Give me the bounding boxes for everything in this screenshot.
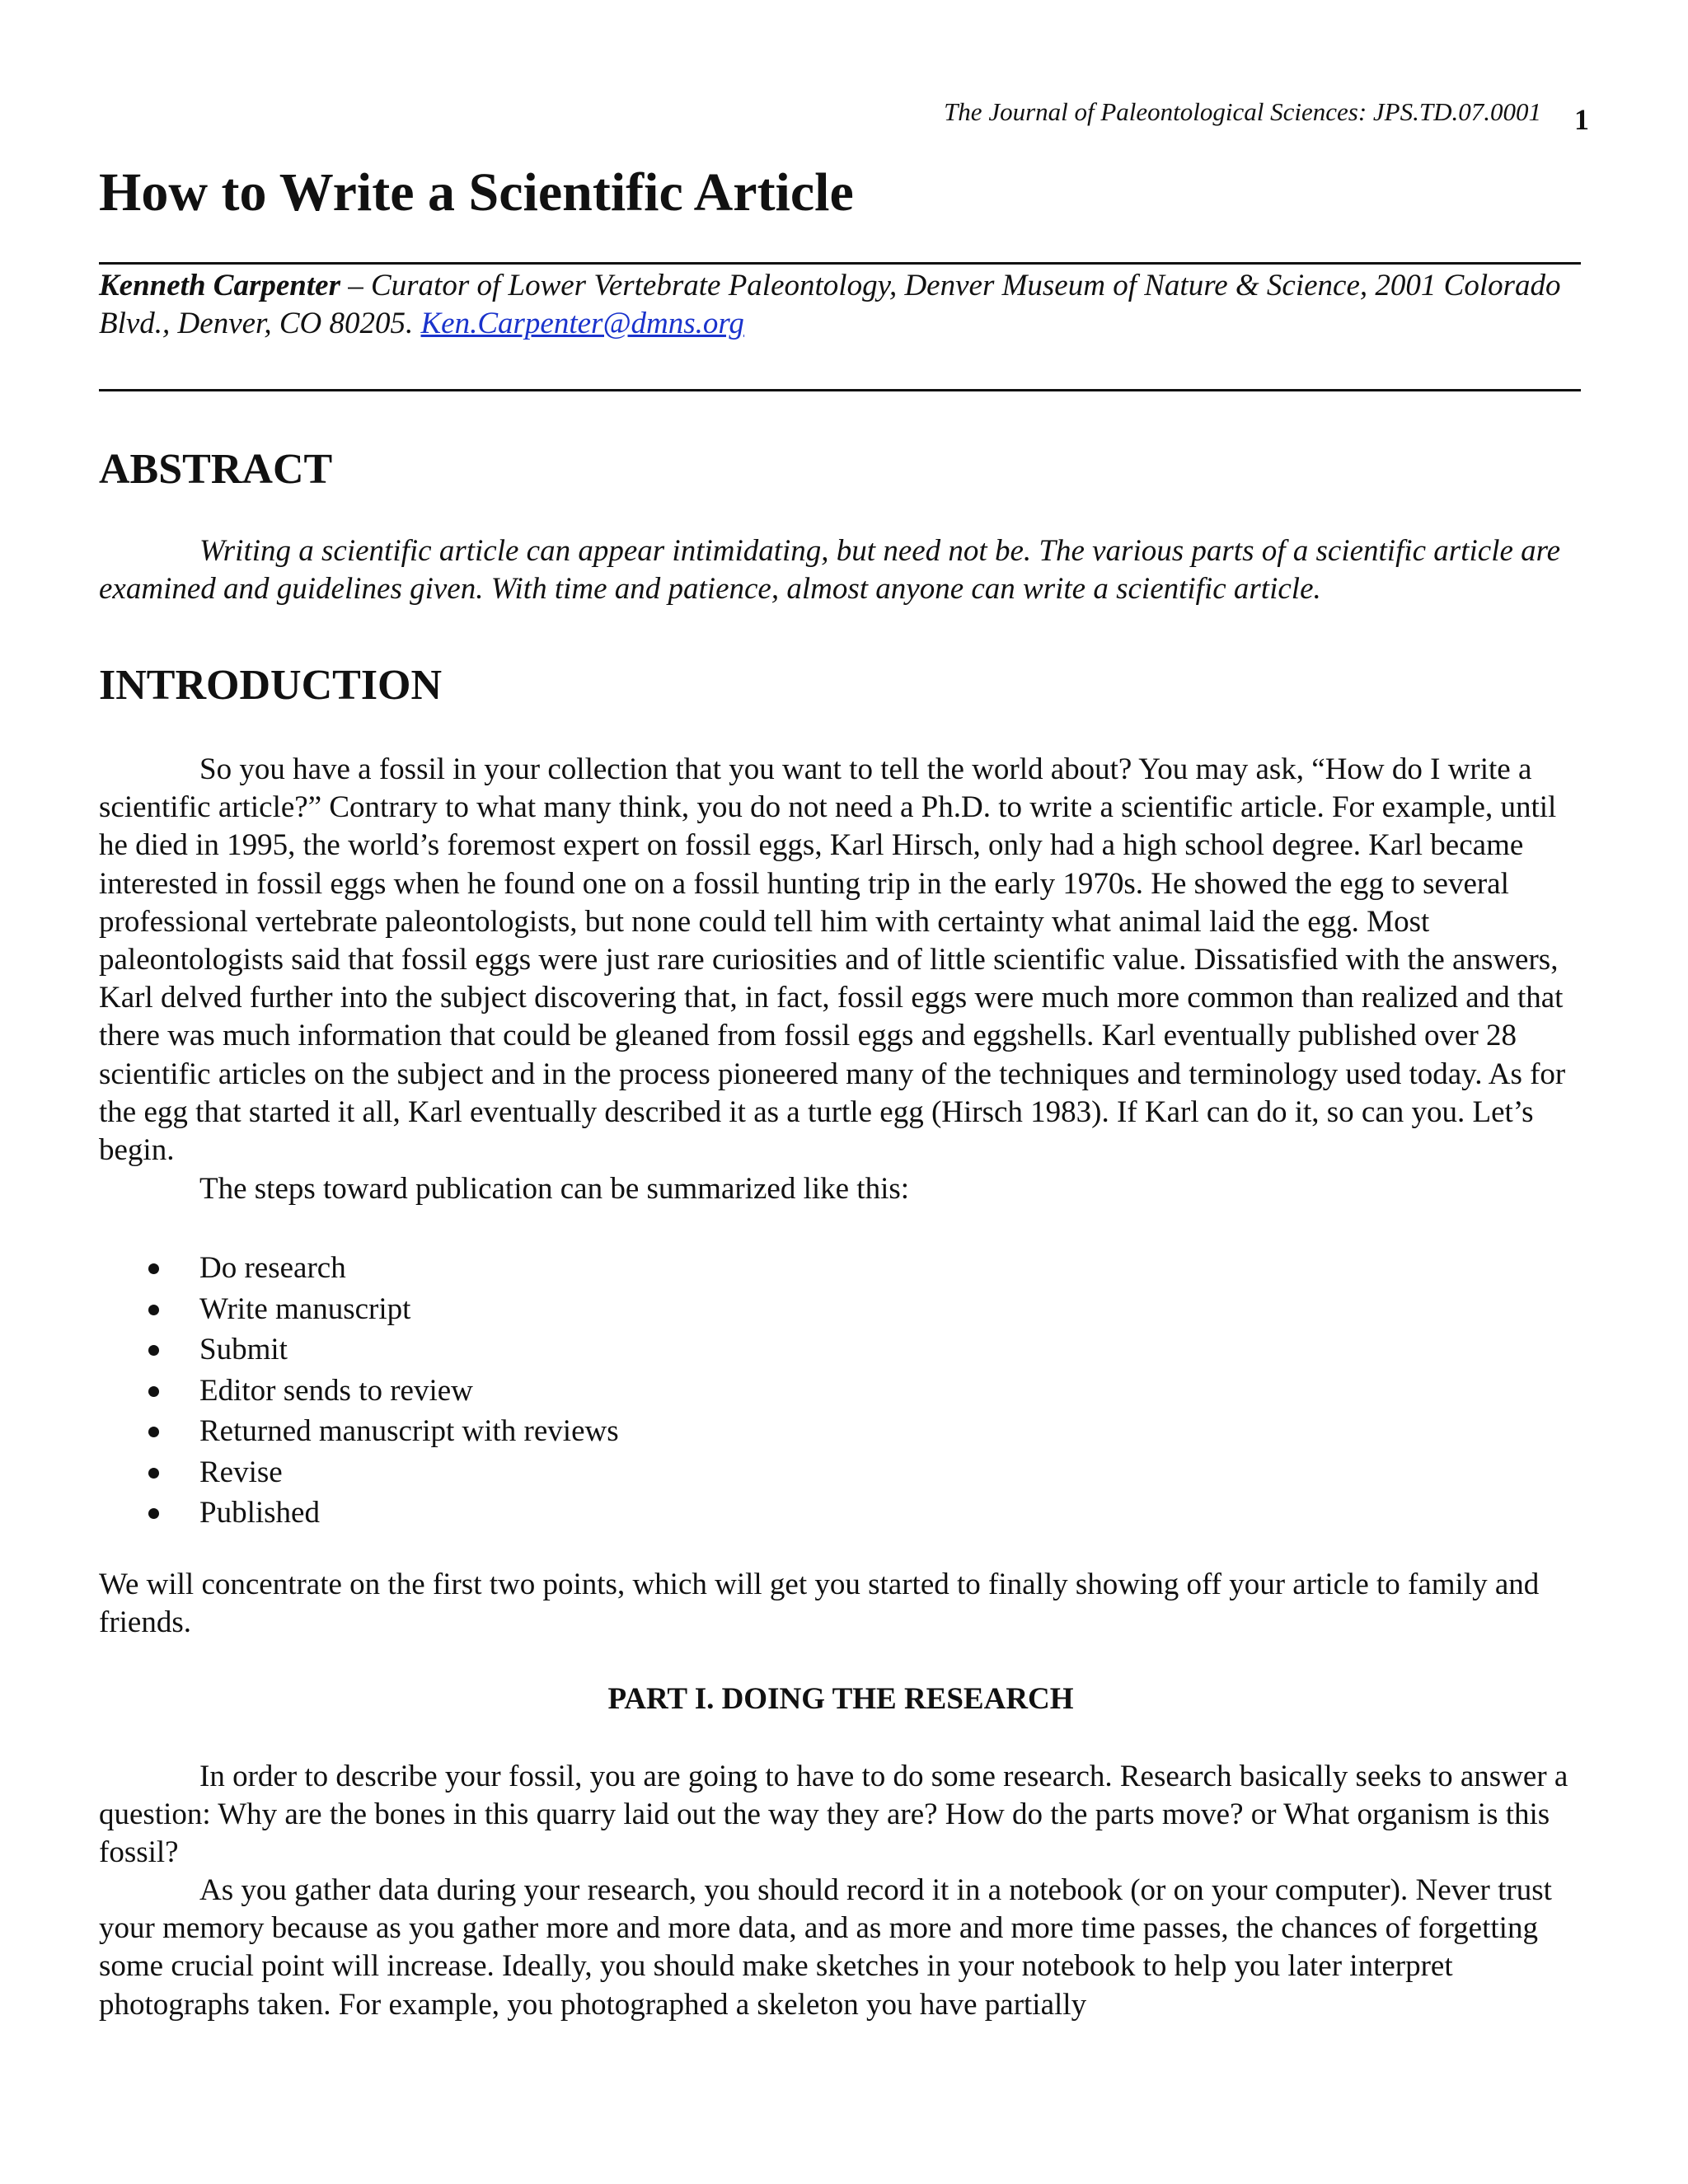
abstract-heading: ABSTRACT [99,446,333,493]
bullet-icon [148,1263,159,1274]
list-item: Returned manuscript with reviews [148,1411,619,1452]
bullet-icon [148,1345,159,1356]
introduction-paragraph: We will concentrate on the first two points, which will get you started to finally showing off your article to family and friends. [99,1568,1540,1640]
abstract-text: Writing a scientific article can appear intimidating, but need not be. The various parts of a scientific article are examined and guidelines given. With time and patience, almost anyone can write a scientific article. [99,534,1561,607]
list-item: Submit [148,1329,619,1371]
list-item: Do research [148,1248,619,1289]
author-rule [99,389,1581,391]
page-number: 1 [1574,103,1589,136]
publication-steps-list [148,1248,619,1534]
bullet-icon [148,1386,159,1397]
author-name: Kenneth Carpenter [99,269,340,302]
list-item: Editor sends to review [148,1371,619,1412]
introduction-paragraph: The steps toward publication can be summarized like this: [199,1172,910,1206]
bullet-icon [148,1305,159,1315]
article-title: How to Write a Scientific Article [99,162,854,223]
bullet-icon [148,1468,159,1479]
bullet-icon [148,1427,159,1437]
running-header: The Journal of Paleontological Sciences: JPS.TD.07.0001 [944,97,1541,126]
list-item: Published [148,1493,619,1534]
title-rule [99,262,1581,265]
introduction-heading: INTRODUCTION [99,662,443,709]
part-one-heading: PART I. DOING THE RESEARCH [607,1682,1074,1716]
introduction-paragraph: So you have a fossil in your collection that you want to tell the world about? You may ask, “How do I write a scientific article?” Contrary to what many think, you do not need a Ph.D. to write a scientific article. For example, until he died in 1995, the world’s foremost expert on fossil eggs, Karl Hirsch, only had a high school degree. Karl became interested in fossil eggs when he found one on a fossil hunting trip in the early 1970s. He showed the egg to several professional vertebrate paleontologists, but none could tell him with certainty what animal laid the egg. Most paleontologists said that fossil eggs were just rare curiosities and of little scientific value. Dissatisfied with the answers, Karl delved further into the subject discovering that, in fact, fossil eggs were much more common than realized and that there was much information that could be gleaned from fossil eggs and eggshells. Karl eventually published over 28 scientific articles on the subject and in the process pioneered many of the techniques and terminology used today. As for the egg that started it all, Karl eventually described it as a turtle egg (Hirsch 1983). If Karl can do it, so can you. Let’s begin. [99,752,1566,1168]
author-email-link[interactable]: Ken.Carpenter@dmns.org [420,307,744,340]
part-one-paragraph: In order to describe your fossil, you are going to have to do some research. Research basically seeks to answer a question: Why are the bones in this quarry laid out the way they are? How do the parts move? or What organism is this fossil? [99,1760,1568,1870]
list-item: Write manuscript [148,1289,619,1330]
part-one-paragraph: As you gather data during your research, you should record it in a notebook (or on your computer). Never trust your memory because as you gather more and more data, and as more and more time passes, the chances of forgetting some crucial point will increase. Ideally, you should make sketches in your notebook to help you later interpret photographs taken. For example, you photographed a skeleton you have partially [99,1873,1552,2022]
author-block [99,267,1582,343]
bullet-icon [148,1508,159,1519]
list-item: Revise [148,1452,619,1493]
author-affiliation: – Curator of Lower Vertebrate Paleontology, Denver Museum of Nature & Science, 2001 Colorado Blvd., Denver, CO 80205. [99,269,1561,340]
